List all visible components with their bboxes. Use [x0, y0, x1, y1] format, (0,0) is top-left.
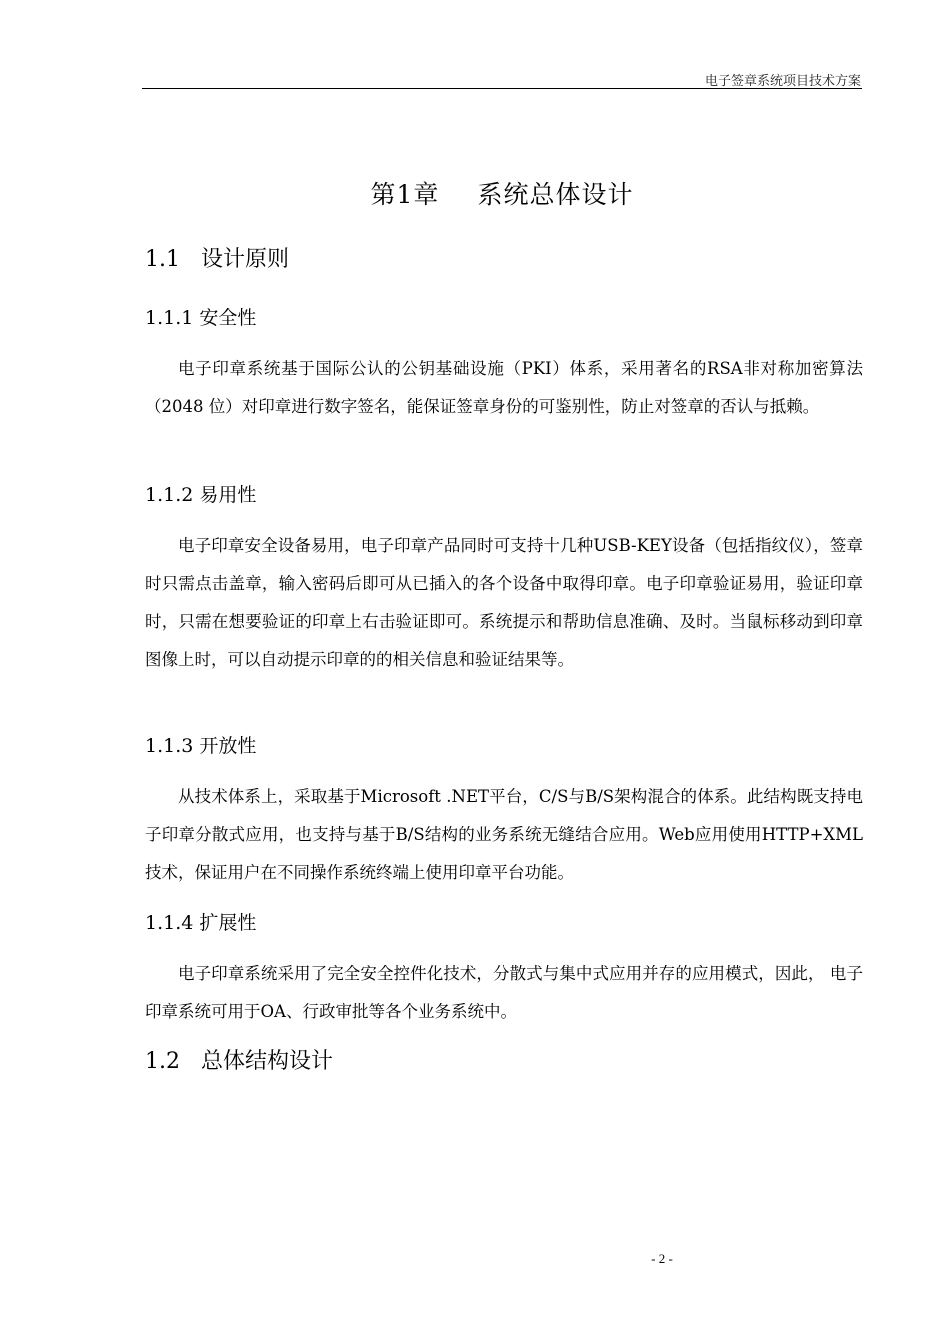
section-heading-1-1: [145, 242, 289, 273]
chapter-number: 第1章: [370, 180, 440, 209]
subsection-heading-usability: 1.1.2 易用性: [145, 484, 257, 506]
paragraph-openness: 从技术体系上，采取基于Microsoft .NET平台，C/S与B/S架构混合的体系。此结构既支持电子印章分散式应用，也支持与基于B/S结构的业务系统无缝结合应用。Web应用使用HTTP+XML技术，保证用户在不同操作系统终端上使用印章平台功能。: [145, 787, 863, 882]
paragraph-usability: 电子印章安全设备易用，电子印章产品同时可支持十几种USB-KEY设备（包括指纹仪），签章时只需点击盖章，输入密码后即可从已插入的各个设备中取得印章。电子印章验证易用，验证印章时，只需在想要验证的印章上右击验证即可。系统提示和帮助信息准确、及时。当鼠标移动到印章图像上时，可以自动提示印章的的相关信息和验证结果等。: [145, 536, 863, 669]
subsection-heading-extensibility: 1.1.4 扩展性: [145, 912, 257, 934]
section-title: 设计原则: [201, 247, 290, 272]
subsection-heading-openness: 1.1.3 开放性: [145, 735, 257, 757]
paragraph-security: 电子印章系统基于国际公认的公钥基础设施（PKI）体系，采用著名的RSA非对称加密算法（2048 位）对印章进行数字签名，能保证签章身份的可鉴别性，防止对签章的否认与抵赖。: [145, 359, 863, 416]
section-title: 总体结构设计: [201, 1049, 334, 1074]
section-heading-1-2: [145, 1044, 333, 1075]
chapter-title: [0, 175, 950, 211]
section-number: 1.1: [145, 247, 180, 272]
chapter-name: 系统总体设计: [477, 180, 634, 209]
header-divider: [142, 88, 862, 89]
running-header: 电子签章系统项目技术方案: [704, 74, 861, 89]
paragraph-extensibility: 电子印章系统采用了完全安全控件化技术，分散式与集中式应用并存的应用模式，因此， 电子印章系统可用于OA、行政审批等各个业务系统中。: [145, 964, 863, 1021]
section-number: 1.2: [145, 1049, 180, 1074]
page-number: - 2 -: [651, 1251, 673, 1266]
subsection-heading-security: 1.1.1 安全性: [145, 307, 257, 329]
